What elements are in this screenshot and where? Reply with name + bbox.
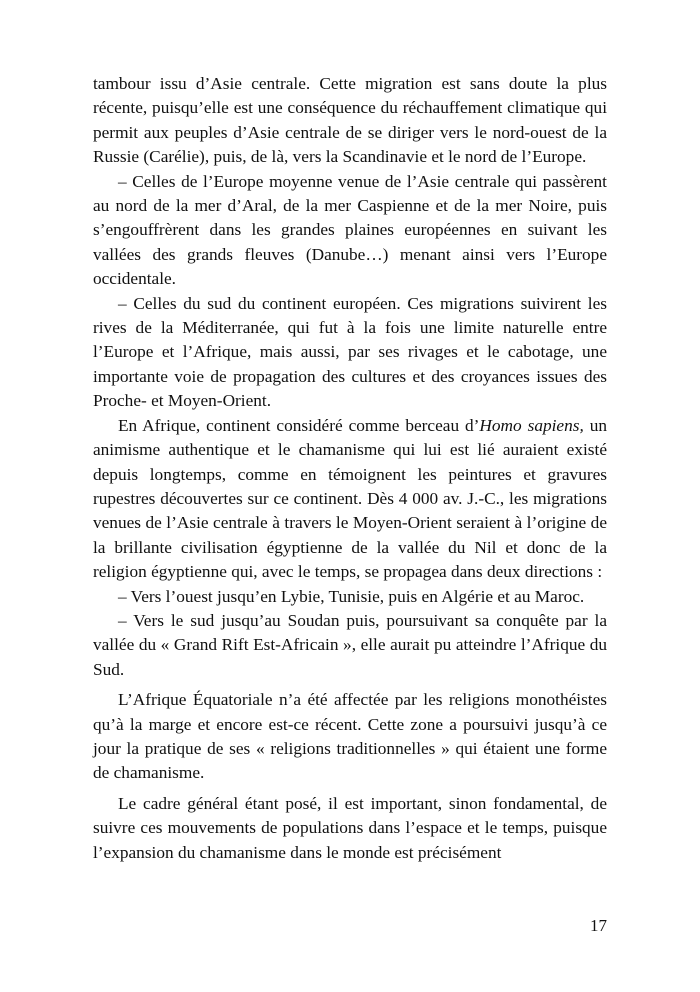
paragraph-text: – Vers le sud jusqu’au Soudan puis, poursuivant sa conquête par la vallée du « Grand Rift Est-Africain », elle aurait pu atteindre l’Afrique du Sud. [93,610,607,679]
paragraph-text: L’Afrique Équatoriale n’a été affectée par les religions monothéistes qu’à la marge et encore est-ce récent. Cette zone a poursuivi jusqu’à ce jour la pratique de ses « religions traditionnelles » qui étaient une forme de chamanisme. [93,690,607,783]
paragraph [93,72,607,170]
body-text [93,72,607,865]
list-item-ouest [93,585,607,609]
italic-term: Homo sapiens, [479,415,584,435]
paragraph-text: – Celles du sud du continent européen. Ces migrations suivirent les rives de la Méditerranée, qui fut à la fois une limite naturelle entre l’Europe et l’Afrique, mais aussi, par ses rivages et le cabotage, une importante voie de propagation des cultures et des croyances issues des Proche- et Moyen-Orient. [93,293,607,411]
paragraph-cadre-general [93,792,607,865]
paragraph-afrique-equatoriale [93,688,607,786]
paragraph-afrique [93,414,607,585]
list-item-sud [93,609,607,682]
page-number: 17 [590,916,607,935]
list-item-europe-moyenne [93,170,607,292]
list-item-sud-europe [93,292,607,414]
paragraph-text: un animisme authentique et le chamanisme qui lui est lié auraient existé depuis longtemps, comme en témoignent les peintures et gravures rupestres découvertes sur ce continent. Dès 4 000 av. J.-C., les migrations venues de l’Asie centrale à travers le Moyen-Orient seraient à l’origine de la brillante civilisation égyptienne de la vallée du Nil et donc de la religion égyptienne qui, avec le temps, se propagea dans deux directions : [93,415,607,582]
paragraph-text: Le cadre général étant posé, il est important, sinon fondamental, de suivre ces mouvements de populations dans l’espace et le temps, puisque l’expansion du chamanisme dans le monde est précisément [93,793,607,862]
paragraph-text: tambour issu d’Asie centrale. Cette migration est sans doute la plus récente, puisqu’elle est une conséquence du réchauffement climatique qui permit aux peuples d’Asie centrale de se diriger vers le nord-ouest de la Russie (Carélie), puis, de là, vers la Scandinavie et le nord de l’Europe. [93,74,607,167]
paragraph-text: En Afrique, continent considéré comme berceau d’ [118,415,480,435]
paragraph-text: – Vers l’ouest jusqu’en Lybie, Tunisie, puis en Algérie et au Maroc. [118,586,585,606]
paragraph-text: – Celles de l’Europe moyenne venue de l’Asie centrale qui passèrent au nord de la mer d’Aral, de la mer Caspienne et de la mer Noire, puis s’engouffrèrent dans les grandes plaines européennes en suivant les vallées des grands fleuves (Danube…) menant ainsi vers l’Europe occidentale. [93,171,607,289]
